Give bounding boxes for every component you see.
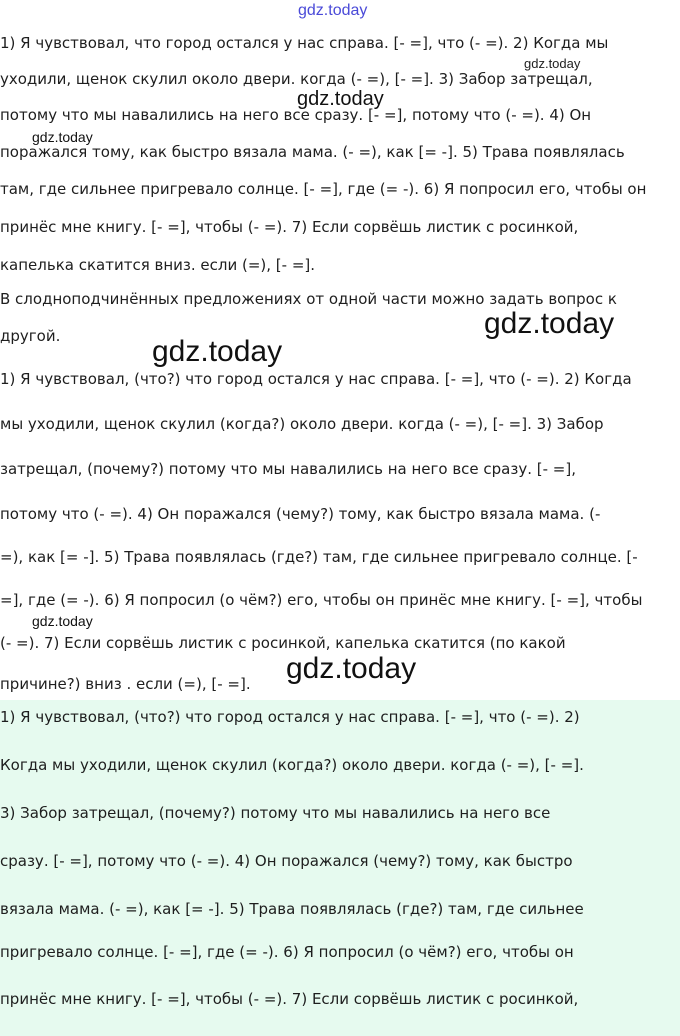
text-line: =), как [= -]. 5) Трава появлялась (где?) там, где сильнее пригревало солнце. [- [0,548,638,566]
text-line: причине?) вниз . если (=), [- =]. [0,675,251,693]
text-line: В слодноподчинённых предложениях от одной части можно задать вопрос к [0,290,617,308]
text-line: сразу. [- =], потому что (- =). 4) Он поражался (чему?) тому, как быстро [0,852,573,870]
text-line: там, где сильнее пригревало солнце. [- =], где (= -). 6) Я попросил его, чтобы он [0,180,647,198]
text-line: потому что мы навалились на него все сразу. [- =], потому что (- =). 4) Он [0,106,592,124]
watermark-large: gdz.today [286,652,417,685]
text-line: =], где (= -). 6) Я попросил (о чём?) его, чтобы он принёс мне книгу. [- =], чтобы [0,591,643,609]
task1-answer [0,28,680,288]
task4-answer [0,700,680,1036]
watermark-small: gdz.today [32,129,93,145]
watermark-small: gdz.today [32,613,93,629]
text-line: затрещал, (почему?) потому что мы навалились на него все сразу. [- =], [0,460,576,478]
text-line: мы уходили, щенок скулил (когда?) около двери. когда (- =), [- =]. 3) Забор [0,415,604,433]
text-line: уходили, щенок скулил около двери. когда (- =), [- =]. 3) Забор затрещал, [0,70,593,88]
text-line: принёс мне книгу. [- =], чтобы (- =). 7) Если сорвёшь листик с росинкой, [0,218,579,236]
text-line: капелька скатится вниз. если (=), [- =]. [0,256,316,274]
text-line: поражался тому, как быстро вязала мама. (- =), как [= -]. 5) Трава появлялась [0,143,625,161]
watermark-top: gdz.today [298,2,368,19]
watermark-small: gdz.today [524,56,581,71]
text-line: потому что (- =). 4) Он поражался (чему?) тому, как быстро вязала мама. (- [0,505,601,523]
text-line: Когда мы уходили, щенок скулил (когда?) около двери. когда (- =), [- =]. [0,756,584,774]
text-line: пригревало солнце. [- =], где (= -). 6) Я попросил (о чём?) его, чтобы он [0,943,574,961]
text-line: другой. [0,327,61,345]
watermark-large: gdz.today [152,335,283,368]
watermark-large: gdz.today [484,307,615,340]
text-line: (- =). 7) Если сорвёшь листик с росинкой, капелька скатится (по какой [0,634,566,652]
task2-answer [0,290,680,350]
text-line: принёс мне книгу. [- =], чтобы (- =). 7) Если сорвёшь листик с росинкой, [0,990,579,1008]
text-line: 1) Я чувствовал, (что?) что город остался у нас справа. [- =], что (- =). 2) [0,708,580,726]
text-line: 1) Я чувствовал, (что?) что город остался у нас справа. [- =], что (- =). 2) Когда [0,370,632,388]
task3-answer [0,370,680,700]
watermark-medium: gdz.today [297,88,384,110]
text-line: 3) Забор затрещал, (почему?) потому что мы навалились на него все [0,804,551,822]
text-line: вязала мама. (- =), как [= -]. 5) Трава появлялась (где?) там, где сильнее [0,900,584,918]
text-line: 1) Я чувствовал, что город остался у нас справа. [- =], что (- =). 2) Когда мы [0,34,609,52]
